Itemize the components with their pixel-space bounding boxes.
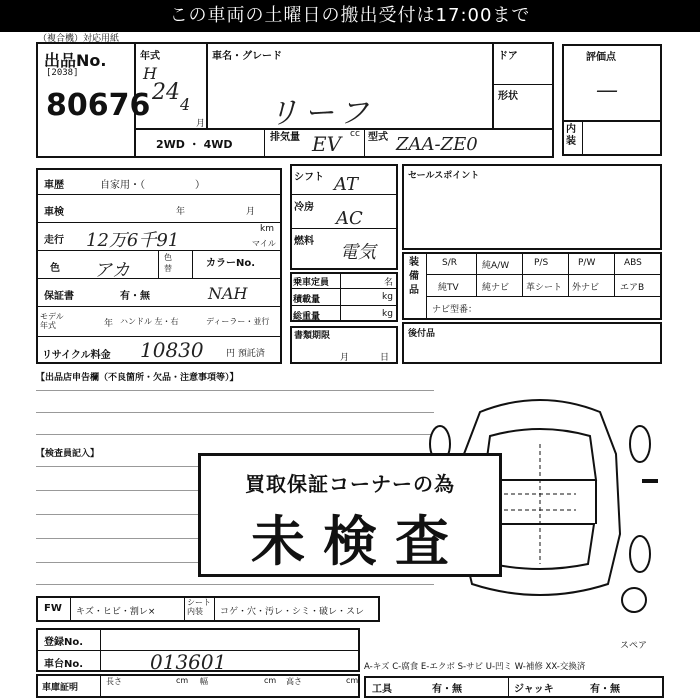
displacement-value: EV (312, 132, 342, 156)
equip-tv: 純TV (438, 283, 459, 293)
garage-width-unit: cm (264, 676, 277, 685)
stamp-line-1: 買取保証コーナーの為 (245, 472, 455, 496)
fuel-value: 電気 (340, 242, 376, 263)
seat-damage: コゲ・穴・汚レ・シミ・破レ・スレ (220, 607, 365, 617)
door-label: ドア (498, 51, 518, 62)
car-name-value: リーフ (268, 96, 375, 131)
spare-label: スペア (620, 641, 648, 651)
aftermarket-box (402, 322, 662, 364)
mileage-value: 12万6千91 (86, 230, 180, 251)
year-value: 24 (152, 80, 180, 105)
deadline-day-unit: 日 (380, 353, 390, 363)
seat-interior-label: シート内装 (187, 598, 211, 616)
rating-value: — (596, 78, 618, 103)
shift-value: AT (334, 174, 359, 195)
garage-certificate-row (36, 674, 360, 698)
ac-value: AC (336, 208, 363, 229)
seating-label: 乗車定員 (293, 278, 330, 288)
load-capacity-label: 積載量 (293, 295, 321, 305)
mileage-label: 走行 (44, 235, 64, 246)
load-capacity-unit: kg (382, 292, 393, 302)
garage-certificate-label: 車庫証明 (42, 683, 79, 693)
lot-label: 出品No. (44, 51, 107, 70)
body-shape-label: 形状 (498, 91, 518, 102)
warranty-value: 有・無 (120, 291, 150, 302)
color-number-label: カラーNo. (206, 258, 256, 269)
equip-alloy-wheel: 純A/W (482, 261, 510, 271)
month-unit: 月 (196, 119, 206, 129)
equip-sunroof: S/R (442, 258, 457, 268)
car-name-label: 車名・グレード (212, 51, 282, 62)
equip-power-steering: P/S (534, 258, 549, 268)
windshield-label: FW (44, 603, 62, 614)
equip-aftermarket-navi: 外ナビ (572, 283, 600, 293)
lot-number: 80676 (46, 88, 151, 123)
tools-value: 有・無 (432, 684, 462, 695)
model-year-unit: 年 (104, 319, 114, 329)
garage-length-label: 長さ (106, 677, 122, 686)
color-change-label: 色替 (164, 253, 172, 273)
recycle-fee-label: リサイクル料金 (42, 350, 111, 361)
inspection-month-unit: 月 (246, 207, 256, 217)
year-label: 年式 (140, 51, 160, 62)
color-value: アカ (94, 260, 130, 281)
drive-type: 2WD ・ 4WD (156, 138, 233, 151)
equip-power-window: P/W (578, 258, 596, 268)
registration-number-label: 登録No. (44, 637, 84, 648)
windshield-damage: キズ・ヒビ・割レ× (76, 607, 156, 617)
aftermarket-label: 後付品 (408, 329, 436, 339)
navi-model-label: ナビ型番： (432, 305, 478, 315)
jack-label: ジャッキ (514, 684, 554, 695)
gross-weight-label: 総重量 (293, 312, 321, 322)
month-value: 4 (180, 95, 191, 114)
tools-label: 工具 (372, 684, 392, 695)
color-label: 色 (50, 263, 60, 274)
displacement-label: 排気量 (270, 132, 300, 143)
stamp-line-2: 未検査 (251, 510, 467, 573)
rating-label: 評価点 (586, 52, 616, 63)
warranty-label: 保証書 (44, 291, 74, 302)
recycle-fee-value: 10830 (140, 338, 204, 362)
chassis-number-value: 013601 (150, 650, 227, 674)
form-type-note: （複合機）対応用紙 (38, 34, 120, 44)
history-label: 車歴 (44, 180, 64, 191)
dealer-type: ディーラー・並行 (206, 317, 270, 326)
seating-unit: 名 (384, 278, 394, 288)
model-year-label: モデル年式 (40, 312, 64, 330)
unverified-stamp (198, 453, 502, 577)
gross-weight-unit: kg (382, 309, 393, 319)
garage-width-label: 幅 (200, 677, 208, 686)
inspection-label: 車検 (44, 207, 64, 218)
history-value: 自家用・（ ） (100, 180, 205, 191)
lot-tag: [2038] (46, 68, 79, 78)
inspector-notes-label: 【検査員記入】 (36, 449, 100, 459)
jack-value: 有・無 (590, 684, 620, 695)
pickup-notice-banner: この車両の土曜日の搬出受付は17:00まで (0, 0, 700, 32)
handle-side: ハンドル 左・右 (120, 317, 179, 326)
equip-navi: 純ナビ (482, 283, 510, 293)
recycle-fee-unit: 円 預託済 (226, 349, 265, 359)
document-deadline-label: 書類期限 (294, 331, 331, 341)
inspection-year-unit: 年 (176, 207, 186, 217)
chassis-number-label: 車台No. (44, 659, 84, 670)
equip-leather-seat: 革シート (526, 283, 563, 293)
damage-code-legend: A-キズ C-腐食 E-エクボ S-サビ U-凹ミ W-補修 XX-交換済 (364, 662, 586, 672)
displacement-unit: cc (350, 129, 360, 139)
model-code-label: 型式 (368, 132, 388, 143)
mileage-km-unit: km (260, 224, 274, 234)
color-number-value: NAH (208, 284, 248, 303)
equipment-label: 装備品 (409, 257, 419, 296)
equip-abs: ABS (624, 258, 642, 268)
garage-height-label: 高さ (286, 677, 302, 686)
equip-airbag: エアB (620, 283, 645, 293)
dealer-notes-label: 【出品店申告欄（不良箇所・欠品・注意事項等）】 (36, 373, 239, 383)
garage-height-unit: cm (346, 676, 359, 685)
fuel-label: 燃料 (294, 236, 314, 247)
mileage-mile-unit: マイル (252, 239, 276, 248)
ac-label: 冷房 (294, 202, 314, 213)
shift-label: シフト (294, 172, 324, 183)
sales-point-label: セールスポイント (408, 171, 480, 181)
model-code-value: ZAA-ZE0 (396, 134, 478, 155)
deadline-month-unit: 月 (340, 353, 350, 363)
interior-label: 内装 (566, 124, 576, 147)
year-era: H (143, 64, 157, 83)
garage-length-unit: cm (176, 676, 189, 685)
